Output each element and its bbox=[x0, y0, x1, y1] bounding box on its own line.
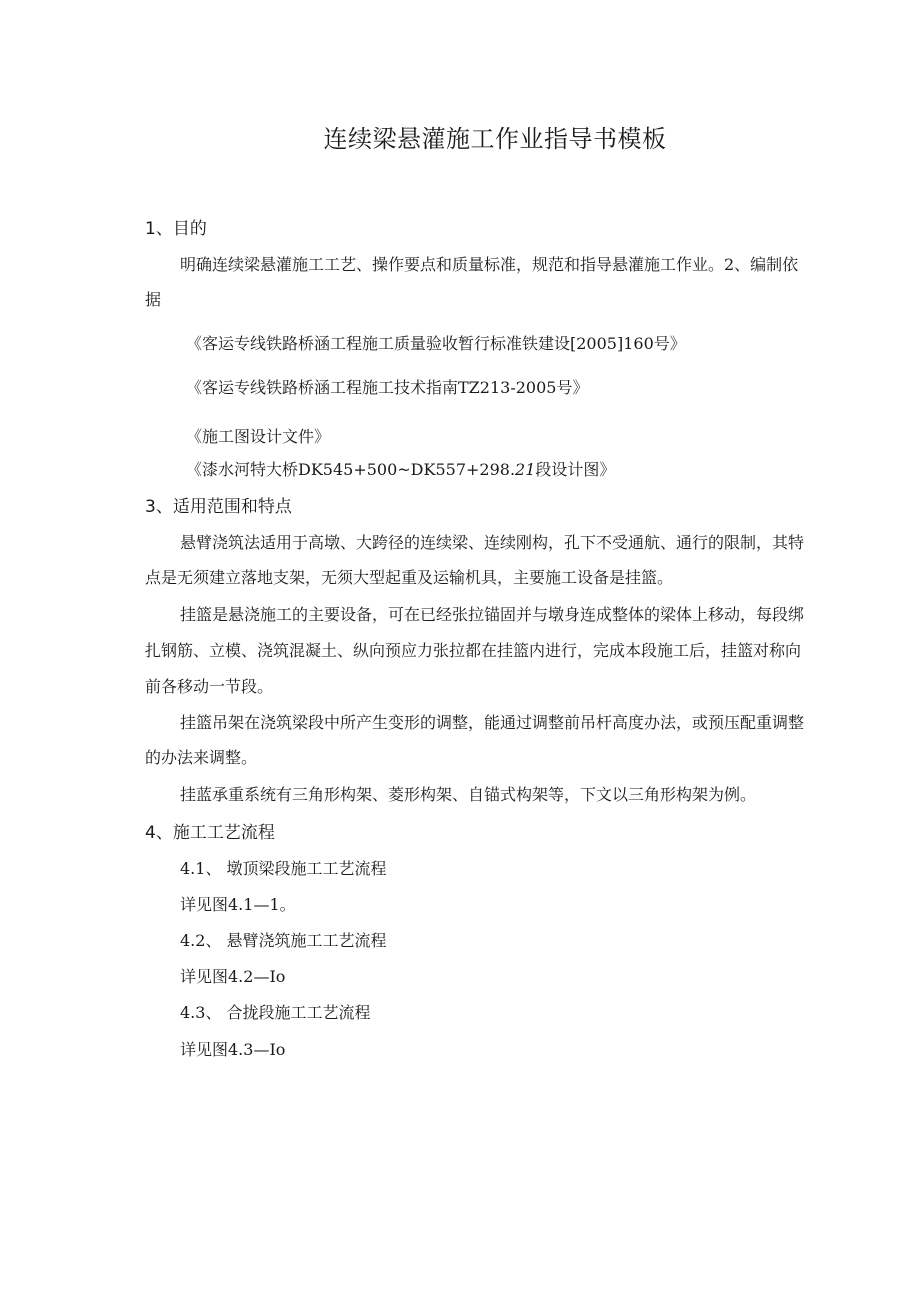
reference-item bbox=[186, 457, 615, 480]
reference-text-part: 《漆水河特大桥DK545+500~DK557+298. bbox=[186, 460, 516, 479]
paragraph-line: 的办法来调整。 bbox=[145, 748, 258, 767]
reference-text-part: 段设计图》 bbox=[535, 460, 616, 479]
paragraph-line: 挂篮是悬浇施工的主要设备，可在已经张拉锚固并与墩身连成整体的梁体上移动，每段绑 bbox=[180, 605, 805, 624]
section-1-text-line-1: 明确连续梁悬灌施工工艺、操作要点和质量标准，规范和指导悬灌施工作业。2、编制依 bbox=[180, 255, 799, 274]
section-4-heading: 4、施工工艺流程 bbox=[145, 823, 275, 843]
subsection-title: 4.2、 悬臂浇筑施工工艺流程 bbox=[180, 931, 387, 950]
paragraph-line: 前各移动一节段。 bbox=[145, 677, 274, 696]
reference-item: 《客运专线铁路桥涵工程施工质量验收暂行标准铁建设[2005]160号》 bbox=[186, 334, 686, 353]
subsection-detail: 详见图4.2—Io bbox=[180, 967, 286, 986]
subsection-detail: 详见图4.1—1。 bbox=[180, 895, 296, 914]
reference-item: 《客运专线铁路桥涵工程施工技术指南TZ213-2005号》 bbox=[186, 378, 589, 397]
subsection-title: 4.3、 合拢段施工工艺流程 bbox=[180, 1003, 371, 1022]
reference-text-italic: 21 bbox=[515, 460, 536, 479]
paragraph-line: 挂篮吊架在浇筑梁段中所产生变形的调整，能通过调整前吊杆高度办法，或预压配重调整 bbox=[180, 713, 805, 732]
subsection-title: 4.1、 墩顶梁段施工工艺流程 bbox=[180, 859, 387, 878]
paragraph-line: 点是无须建立落地支架，无须大型起重及运输机具，主要施工设备是挂篮。 bbox=[145, 568, 674, 587]
section-3-heading: 3、适用范围和特点 bbox=[145, 497, 292, 517]
document-title: 连续梁悬灌施工作业指导书模板 bbox=[323, 125, 667, 153]
paragraph-line: 扎钢筋、立模、浇筑混凝土、纵向预应力张拉都在挂篮内进行，完成本段施工后，挂篮对称向 bbox=[145, 641, 802, 660]
paragraph-line: 挂蓝承重系统有三角形构架、菱形构架、自锚式构架等，下文以三角形构架为例。 bbox=[180, 785, 757, 804]
subsection-detail: 详见图4.3—Io bbox=[180, 1040, 286, 1059]
paragraph-line: 悬臂浇筑法适用于高墩、大跨径的连续梁、连续刚构，孔下不受通航、通行的限制，其特 bbox=[180, 533, 805, 552]
section-1-heading: 1、目的 bbox=[145, 219, 207, 239]
reference-item: 《施工图设计文件》 bbox=[186, 427, 331, 446]
section-1-text-line-2: 据 bbox=[145, 290, 162, 309]
